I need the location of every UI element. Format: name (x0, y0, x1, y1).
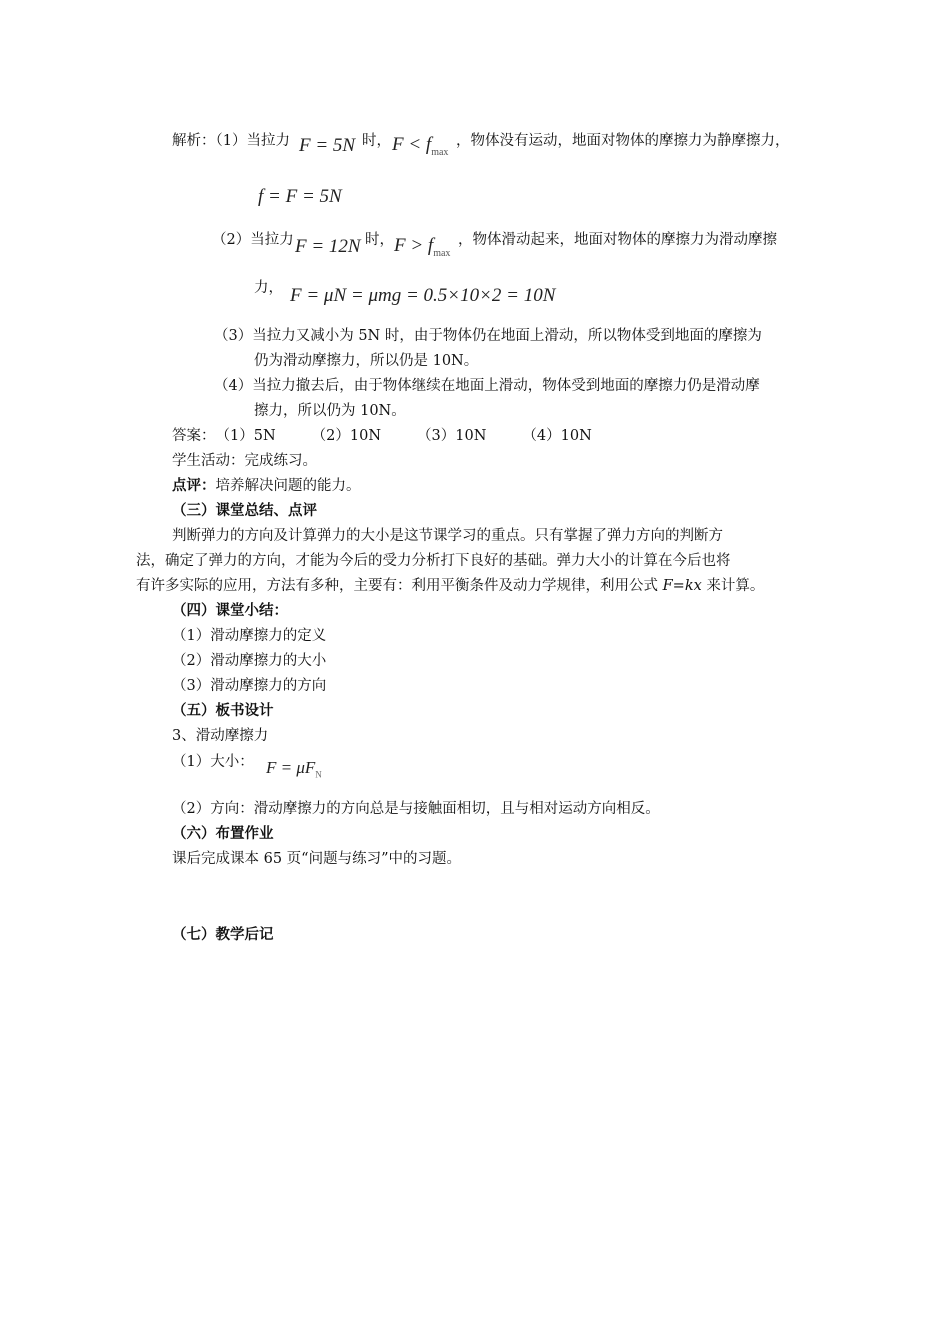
analysis-p2-shi: 时， (365, 232, 394, 248)
section5-size-label: （1）大小： (172, 754, 254, 770)
formula-f-greater-fmax: $F > f_{max}$ (394, 235, 451, 259)
list-item: （2）滑动摩擦力的大小 (172, 653, 327, 669)
formula-hooke: F=kx (662, 578, 702, 594)
analysis-p2-cont: 力， (254, 280, 283, 296)
section5-direction: （2）方向：滑动摩擦力的方向总是与接触面相切，且与相对运动方向相反。 (172, 801, 660, 817)
answer-item: （1）5N (215, 428, 276, 444)
list-item: （1）滑动摩擦力的定义 (172, 628, 327, 644)
section5-title: 3、滑动摩擦力 (172, 728, 269, 744)
answers-line (172, 426, 592, 446)
analysis-p3-line-2: 仍为滑动摩擦力，所以仍是 10N。 (254, 353, 479, 369)
section6-text: 课后完成课本 65 页“问题与练习”中的习题。 (172, 851, 461, 867)
analysis-p1-label: 解析：（1）当拉力 (172, 133, 290, 149)
analysis-p1-text: ，物体没有运动，地面对物体的摩擦力为静摩擦力， (456, 133, 790, 149)
analysis-p4-line-1: （4）当拉力撤去后，由于物体继续在地面上滑动，物体受到地面的摩擦力仍是滑动摩 (214, 378, 760, 394)
section3-line-2: 法，确定了弹力的方向，才能为今后的受力分析打下良好的基础。弹力大小的计算在今后也将 (136, 553, 731, 569)
formula-friction-calculation: F = μN = μmg = 0.5×10×2 = 10N (290, 285, 556, 306)
student-activity: 学生活动：完成练习。 (172, 453, 317, 469)
formula-f-equals-5n: F = 5N (299, 135, 356, 156)
analysis-p3-line-1: （3）当拉力又减小为 5N 时，由于物体仍在地面上滑动，所以物体受到地面的摩擦为 (214, 328, 762, 344)
analysis-line-1 (172, 131, 290, 151)
answer-item: （4）10N (522, 428, 592, 444)
section3-line-3: 有许多实际的应用，方法有多种，主要有：利用平衡条件及动力学规律，利用公式 F=kx 来计算。 (136, 578, 765, 594)
comment-text: 培养解决问题的能力。 (215, 478, 361, 494)
analysis-p2-label: （2）当拉力 (212, 232, 294, 248)
section7-heading: （七）教学后记 (172, 926, 274, 943)
comment-line (172, 476, 361, 496)
answer-item: （3）10N (417, 428, 487, 444)
comment-label: 点评： (172, 477, 216, 494)
list-item: （3）滑动摩擦力的方向 (172, 678, 327, 694)
section3-line-1: 判断弹力的方向及计算弹力的大小是这节课学习的重点。只有掌握了弹力方向的判断方 (172, 528, 723, 544)
section5-heading: （五）板书设计 (172, 702, 274, 719)
formula-f-less-fmax: $F < f_{max}$ (392, 134, 449, 158)
analysis-p4-line-2: 擦力，所以仍为 10N。 (254, 403, 406, 419)
analysis-p2-text: ，物体滑动起来，地面对物体的摩擦力为滑动摩擦 (458, 232, 777, 248)
formula-f-equals-12n: F = 12N (295, 236, 361, 257)
section6-heading: （六）布置作业 (172, 825, 274, 842)
formula-friction-size: $F = \mu F_N$ (266, 758, 322, 780)
section4-heading: （四）课堂小结： (172, 602, 288, 619)
analysis-p1-shi: 时， (362, 133, 391, 149)
section3-heading: （三）课堂总结、点评 (172, 502, 317, 519)
formula-f-equals-f-5n: f = F = 5N (258, 186, 342, 207)
answer-item: （2）10N (311, 428, 382, 444)
answers-label: 答案： (172, 428, 216, 444)
